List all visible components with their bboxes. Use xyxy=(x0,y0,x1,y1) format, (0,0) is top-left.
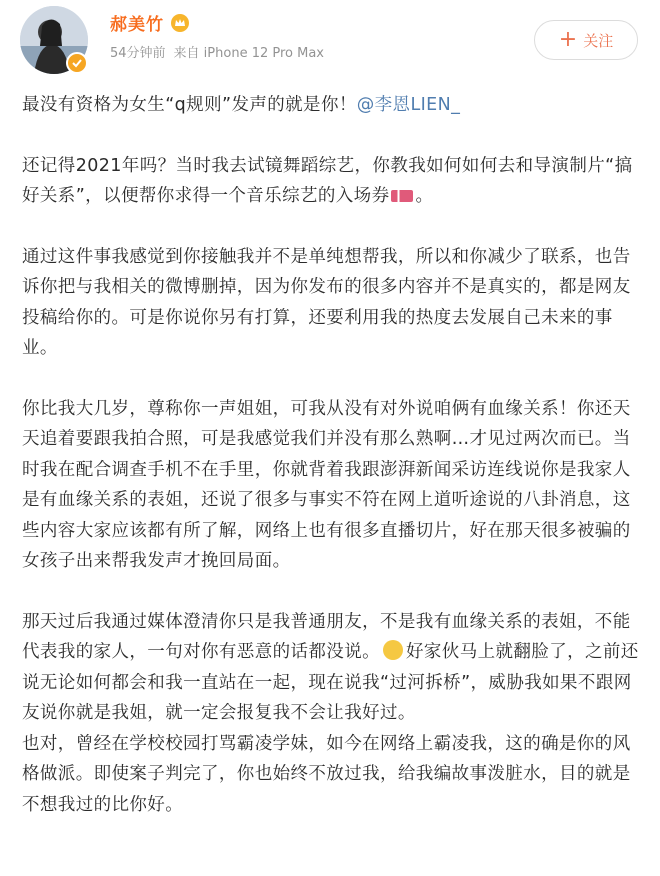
username-row xyxy=(110,10,190,35)
paragraph-3: 通过这件事我感觉到你接触我并不是单纯想帮我，所以和你减少了联系，也告诉你把与我相关的微博删掉，因为你发布的很多内容并不是真实的，都是网友投稿给你的。可是你说你另有打算，还要利用我的热度去发展自己未来的事业。 xyxy=(22,246,631,358)
paragraph-2-end: 。 xyxy=(415,186,434,206)
post-meta xyxy=(110,42,324,61)
post-header xyxy=(0,0,660,82)
post-body xyxy=(22,90,642,820)
mention-link[interactable]: @李恩LIEN_ xyxy=(356,95,461,115)
follow-label: 关注 xyxy=(583,31,614,50)
paragraph-5-end: 好家伙马上就翻脸了，之前还说无论如何都会和我一直站在一起，现在说我“过河拆桥”，威胁我如果不跟网友说你就是我姐，就一定会报复我不会让我好过。 xyxy=(22,642,639,723)
paragraph-1-text: 最没有资格为女生“q规则”发声的就是你！ xyxy=(22,95,357,115)
username[interactable]: 郝美竹 xyxy=(110,15,164,35)
vip-crown-icon xyxy=(170,13,190,33)
post-source: 来自 iPhone 12 Pro Max xyxy=(173,46,324,61)
paragraph-6: 也对，曾经在学校校园打骂霸凌学妹，如今在网络上霸凌我，这的确是你的风格做派。即使案子判完了，你也始终不放过我，给我编故事泼脏水，目的就是不想我过的比你好。 xyxy=(22,733,631,815)
paragraph-1 xyxy=(22,90,642,121)
paragraph-2 xyxy=(22,151,642,212)
smile-emoji-icon xyxy=(383,640,403,660)
paragraph-5-text: 那天过后我通过媒体澄清你只是我普通朋友，不是我有血缘关系的表姐，不能代表我的家人，一句对你有恶意的话都没说。 xyxy=(22,611,631,662)
paragraph-4: 你比我大几岁，尊称你一声姐姐，可我从没有对外说咱俩有血缘关系！你还天天追着要跟我拍合照，可是我感觉我们并没有那么熟啊…才见过两次而已。当时我在配合调查手机不在手里，你就背着我跟澎湃新闻采访连线说你是我家人是有血缘关系的表姐，还说了很多与事实不符在网上道听途说的八卦消息，这些内容大家应该都有所了解，网络上也有很多直播切片，好在那天很多被骗的女孩子出来帮我发声才挽回局面。 xyxy=(22,398,631,571)
paragraph-2-text: 还记得2021年吗？当时我去试镜舞蹈综艺，你教我如何如何去和导演制片“搞好关系”，以便帮你求得一个音乐综艺的入场券 xyxy=(22,155,633,206)
ticket-emoji-icon xyxy=(391,190,413,202)
follow-button[interactable] xyxy=(534,20,638,60)
plus-icon: + xyxy=(558,27,578,52)
paragraph-5 xyxy=(22,607,642,729)
verified-badge-icon xyxy=(66,52,88,74)
post-time: 54分钟前 xyxy=(110,46,166,61)
